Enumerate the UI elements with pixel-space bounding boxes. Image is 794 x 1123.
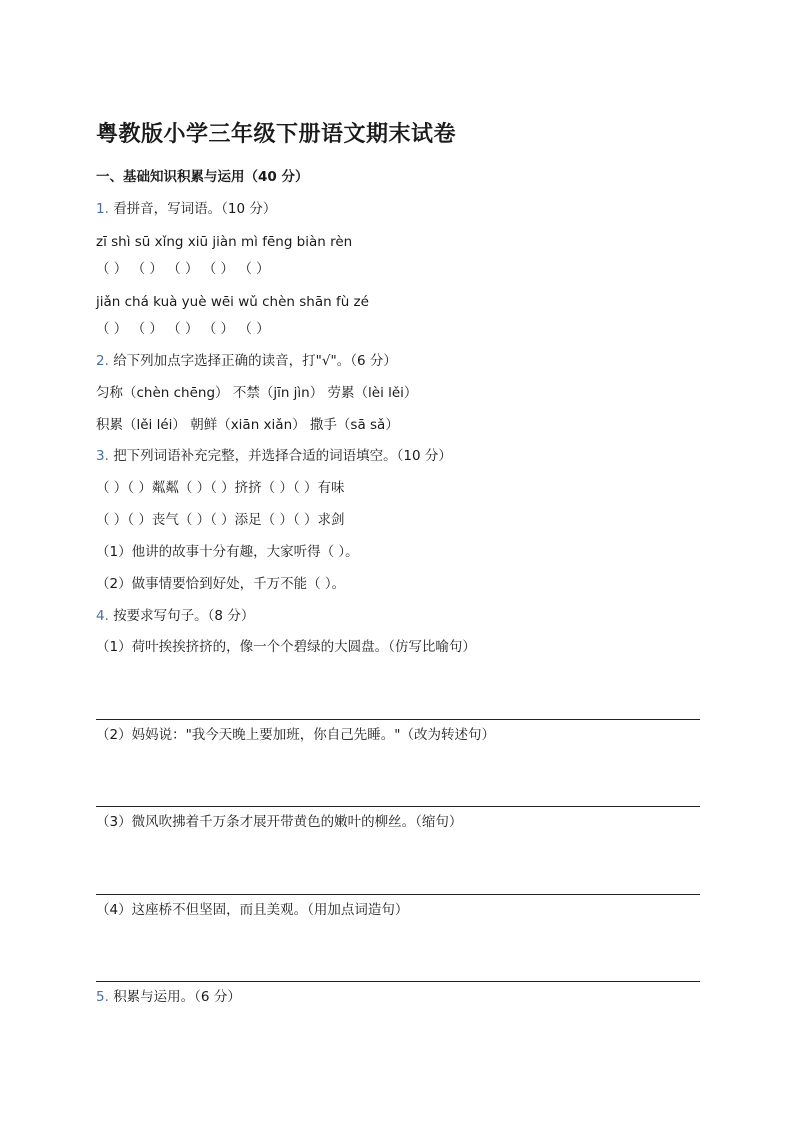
question-4-number: 4. [96, 608, 109, 624]
sentence-task-4: （4）这座桥不但坚固，而且美观。（用加点词造句） [96, 902, 409, 918]
question-4 [96, 607, 254, 625]
answer-line-2[interactable] [96, 806, 700, 807]
sentence-task-1: （1）荷叶挨挨挤挤的，像一个个碧绿的大圆盘。（仿写比喻句） [96, 639, 476, 655]
idiom-row-1: （ ）（ ）粼粼（ ）（ ）挤挤（ ）（ ）有味 [96, 480, 345, 496]
blanks-row-1: （ ） （ ） （ ） （ ） （ ） [96, 261, 270, 277]
fill-sentence-2: （2）做事情要恰到好处，千万不能（ ）。 [96, 576, 346, 592]
fill-sentence-1: （1）他讲的故事十分有趣，大家听得（ ）。 [96, 544, 359, 560]
question-3-text: 把下列词语补充完整，并选择合适的词语填空。（10 分） [113, 448, 452, 464]
question-2 [96, 352, 397, 370]
reading-choice-row-1: 匀称（chèn chēng） 不禁（jīn jìn） 劳累（lèi lěi） [96, 385, 418, 401]
answer-line-1[interactable] [96, 719, 700, 720]
answer-line-3[interactable] [96, 894, 700, 895]
question-2-number: 2. [96, 353, 109, 369]
question-1-text: 看拼音，写词语。（10 分） [113, 201, 277, 217]
blanks-row-2: （ ） （ ） （ ） （ ） （ ） [96, 321, 270, 337]
question-3-number: 3. [96, 448, 109, 464]
question-3 [96, 447, 452, 465]
question-4-text: 按要求写句子。（8 分） [113, 608, 255, 624]
question-2-text: 给下列加点字选择正确的读音，打"√"。（6 分） [113, 353, 397, 369]
pinyin-row-1: zī shì sū xǐng xiū jiàn mì fēng biàn rèn [96, 234, 353, 250]
page-title: 粤教版小学三年级下册语文期末试卷 [96, 122, 457, 147]
idiom-row-2: （ ）（ ）丧气（ ）（ ）添足（ ）（ ）求剑 [96, 512, 345, 528]
question-5-number: 5. [96, 989, 109, 1005]
question-1 [96, 200, 276, 218]
pinyin-row-2: jiǎn chá kuà yuè wēi wǔ chèn shān fù zé [96, 294, 369, 310]
sentence-task-2: （2）妈妈说："我今天晚上要加班，你自己先睡。"（改为转述句） [96, 727, 496, 743]
sentence-task-3: （3）微风吹拂着千万条才展开带黄色的嫩叶的柳丝。（缩句） [96, 814, 463, 830]
question-1-number: 1. [96, 201, 109, 217]
section-heading-1: 一、基础知识积累与运用（40 分） [96, 169, 309, 185]
answer-line-4[interactable] [96, 981, 700, 982]
question-5-text: 积累与运用。（6 分） [113, 989, 241, 1005]
reading-choice-row-2: 积累（lěi léi） 朝鲜（xiān xiǎn） 撒手（sā sǎ） [96, 417, 399, 433]
question-5 [96, 988, 241, 1006]
